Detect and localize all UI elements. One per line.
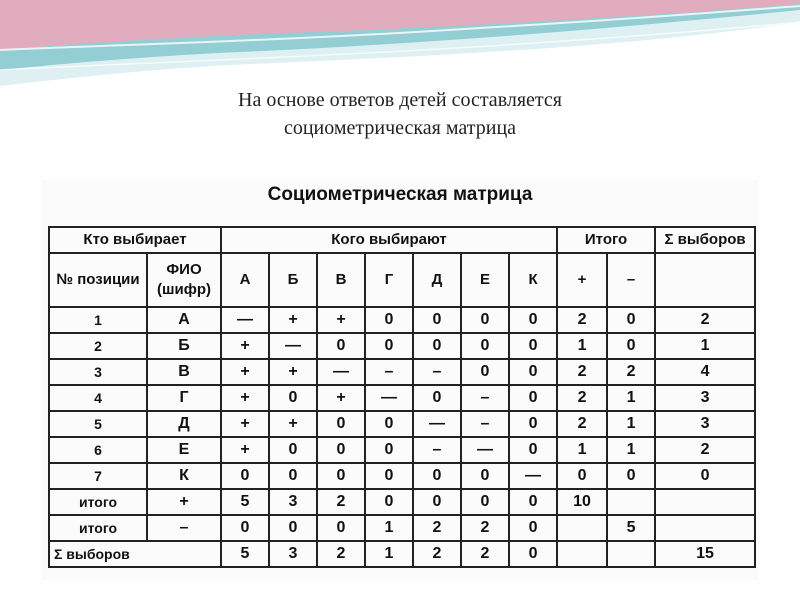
sum-choices-cell: 0 [655,463,755,489]
matrix-cell: 0 [269,437,317,463]
person-code: А [147,307,221,333]
header-sum-choices: Σ выборов [655,227,755,253]
sum-choices-cell: 4 [655,359,755,385]
header-whom-chosen: Кого выбирают [221,227,557,253]
matrix-cell: 0 [461,307,509,333]
matrix-cell: 0 [413,463,461,489]
table-row [49,437,755,463]
table-row [49,411,755,437]
matrix-cell: 0 [365,489,413,515]
matrix-cell: 0 [461,489,509,515]
total-minus-cell: 1 [607,437,655,463]
matrix-cell: 0 [509,515,557,541]
sum-choices-cell: 2 [655,437,755,463]
matrix-cell: 0 [509,411,557,437]
matrix-cell: — [269,333,317,359]
matrix-cell: 0 [509,333,557,359]
matrix-cell: 0 [317,437,365,463]
total-plus-cell: 1 [557,437,607,463]
total-plus-cell [557,541,607,567]
slide-title-line1: На основе ответов детей составляется [238,89,562,111]
total-minus-cell: 1 [607,385,655,411]
matrix-cell: 2 [413,515,461,541]
matrix-cell: 3 [269,541,317,567]
matrix-cell: 0 [365,463,413,489]
matrix-cell: 2 [317,489,365,515]
total-plus-cell: 1 [557,333,607,359]
matrix-cell: 0 [269,515,317,541]
table-row [49,359,755,385]
total-plus-cell: 10 [557,489,607,515]
total-plus-cell: 0 [557,463,607,489]
total-minus-cell: 0 [607,463,655,489]
total-plus-cell: 2 [557,411,607,437]
total-minus-cell [607,489,655,515]
header-total: Итого [557,227,655,253]
matrix-cell: 0 [317,411,365,437]
table-row [49,385,755,411]
matrix-cell: 0 [365,437,413,463]
matrix-cell: 0 [365,307,413,333]
header-sub-row [49,253,755,307]
matrix-cell: + [221,359,269,385]
slide-title [0,86,800,142]
table-row [49,463,755,489]
matrix-cell: 0 [269,463,317,489]
matrix-cell: 0 [413,385,461,411]
matrix-title: Социометрическая матрица [267,184,533,205]
total-minus-cell: 2 [607,359,655,385]
matrix-cell: 1 [365,515,413,541]
sum-choices-cell: 15 [655,541,755,567]
decorative-wave-header [0,0,800,90]
matrix-cell: 0 [461,359,509,385]
total-minus-cell: 5 [607,515,655,541]
person-code: Д [147,411,221,437]
sum-choices-row [49,541,755,567]
matrix-cell: 2 [317,541,365,567]
matrix-cell: 0 [509,489,557,515]
header-position-no: № позиции [49,253,147,307]
matrix-cell: 0 [365,411,413,437]
matrix-cell: 0 [269,385,317,411]
matrix-cell: 0 [461,463,509,489]
person-code: В [147,359,221,385]
table-row [49,307,755,333]
matrix-cell: 0 [413,307,461,333]
person-code: Г [147,385,221,411]
position-number: 2 [49,333,147,359]
matrix-cell: 0 [509,385,557,411]
matrix-body [49,307,755,567]
position-number: 5 [49,411,147,437]
table-row [49,333,755,359]
sociometric-matrix-table [48,226,756,568]
header-plus: + [557,253,607,307]
header-target: А [221,253,269,307]
total-plus-cell: 2 [557,385,607,411]
matrix-cell: — [365,385,413,411]
matrix-cell: + [317,385,365,411]
sum-choices-cell: 2 [655,307,755,333]
matrix-cell: + [269,359,317,385]
matrix-cell: — [461,437,509,463]
header-target: Д [413,253,461,307]
totals-label: итого [49,489,147,515]
matrix-cell: + [221,385,269,411]
matrix-cell: 0 [317,333,365,359]
totals-plus-row [49,489,755,515]
matrix-cell: 3 [269,489,317,515]
matrix-cell: – [413,359,461,385]
matrix-cell: – [461,411,509,437]
matrix-cell: + [269,307,317,333]
matrix-cell: 5 [221,541,269,567]
matrix-cell: – [365,359,413,385]
slide-title-line2: социометрическая матрица [283,117,517,139]
header-target: В [317,253,365,307]
position-number: 1 [49,307,147,333]
total-minus-cell: 0 [607,333,655,359]
header-target: Г [365,253,413,307]
matrix-cell: 0 [509,359,557,385]
matrix-cell: 0 [221,463,269,489]
totals-sign: – [147,515,221,541]
sum-choices-cell [655,489,755,515]
matrix-cell: 1 [365,541,413,567]
matrix-cell: + [317,307,365,333]
totals-minus-row [49,515,755,541]
position-number: 7 [49,463,147,489]
sum-choices-cell: 1 [655,333,755,359]
position-number: 4 [49,385,147,411]
position-number: 3 [49,359,147,385]
person-code: Б [147,333,221,359]
sum-row-label: Σ выборов [49,541,221,567]
sum-choices-cell: 3 [655,385,755,411]
matrix-cell: 2 [413,541,461,567]
matrix-cell: 2 [461,515,509,541]
matrix-cell: – [461,385,509,411]
matrix-cell: 0 [461,333,509,359]
matrix-cell: + [221,437,269,463]
matrix-cell: 2 [461,541,509,567]
matrix-cell: + [269,411,317,437]
matrix-cell: + [221,411,269,437]
header-minus: – [607,253,655,307]
matrix-cell: 0 [509,437,557,463]
matrix-cell: 0 [365,333,413,359]
position-number: 6 [49,437,147,463]
total-minus-cell: 1 [607,411,655,437]
matrix-cell: 0 [509,541,557,567]
matrix-cell: 0 [509,307,557,333]
matrix-cell: 0 [317,515,365,541]
totals-label: итого [49,515,147,541]
matrix-cell: — [221,307,269,333]
total-plus-cell [557,515,607,541]
total-plus-cell: 2 [557,307,607,333]
person-code: К [147,463,221,489]
matrix-cell: 5 [221,489,269,515]
matrix-cell: + [221,333,269,359]
header-target: Е [461,253,509,307]
matrix-cell: – [413,437,461,463]
totals-sign: + [147,489,221,515]
matrix-cell: — [509,463,557,489]
header-group-row [49,227,755,253]
header-who-chooses: Кто выбирает [49,227,221,253]
total-minus-cell [607,541,655,567]
header-name-code: ФИО (шифр) [147,253,221,307]
matrix-cell: 0 [413,489,461,515]
matrix-cell: — [317,359,365,385]
matrix-cell: 0 [317,463,365,489]
total-minus-cell: 0 [607,307,655,333]
matrix-cell: 0 [413,333,461,359]
sum-choices-cell [655,515,755,541]
person-code: Е [147,437,221,463]
header-sum-empty [655,253,755,307]
header-target: Б [269,253,317,307]
sum-choices-cell: 3 [655,411,755,437]
matrix-cell: — [413,411,461,437]
total-plus-cell: 2 [557,359,607,385]
matrix-cell: 0 [221,515,269,541]
header-target: К [509,253,557,307]
